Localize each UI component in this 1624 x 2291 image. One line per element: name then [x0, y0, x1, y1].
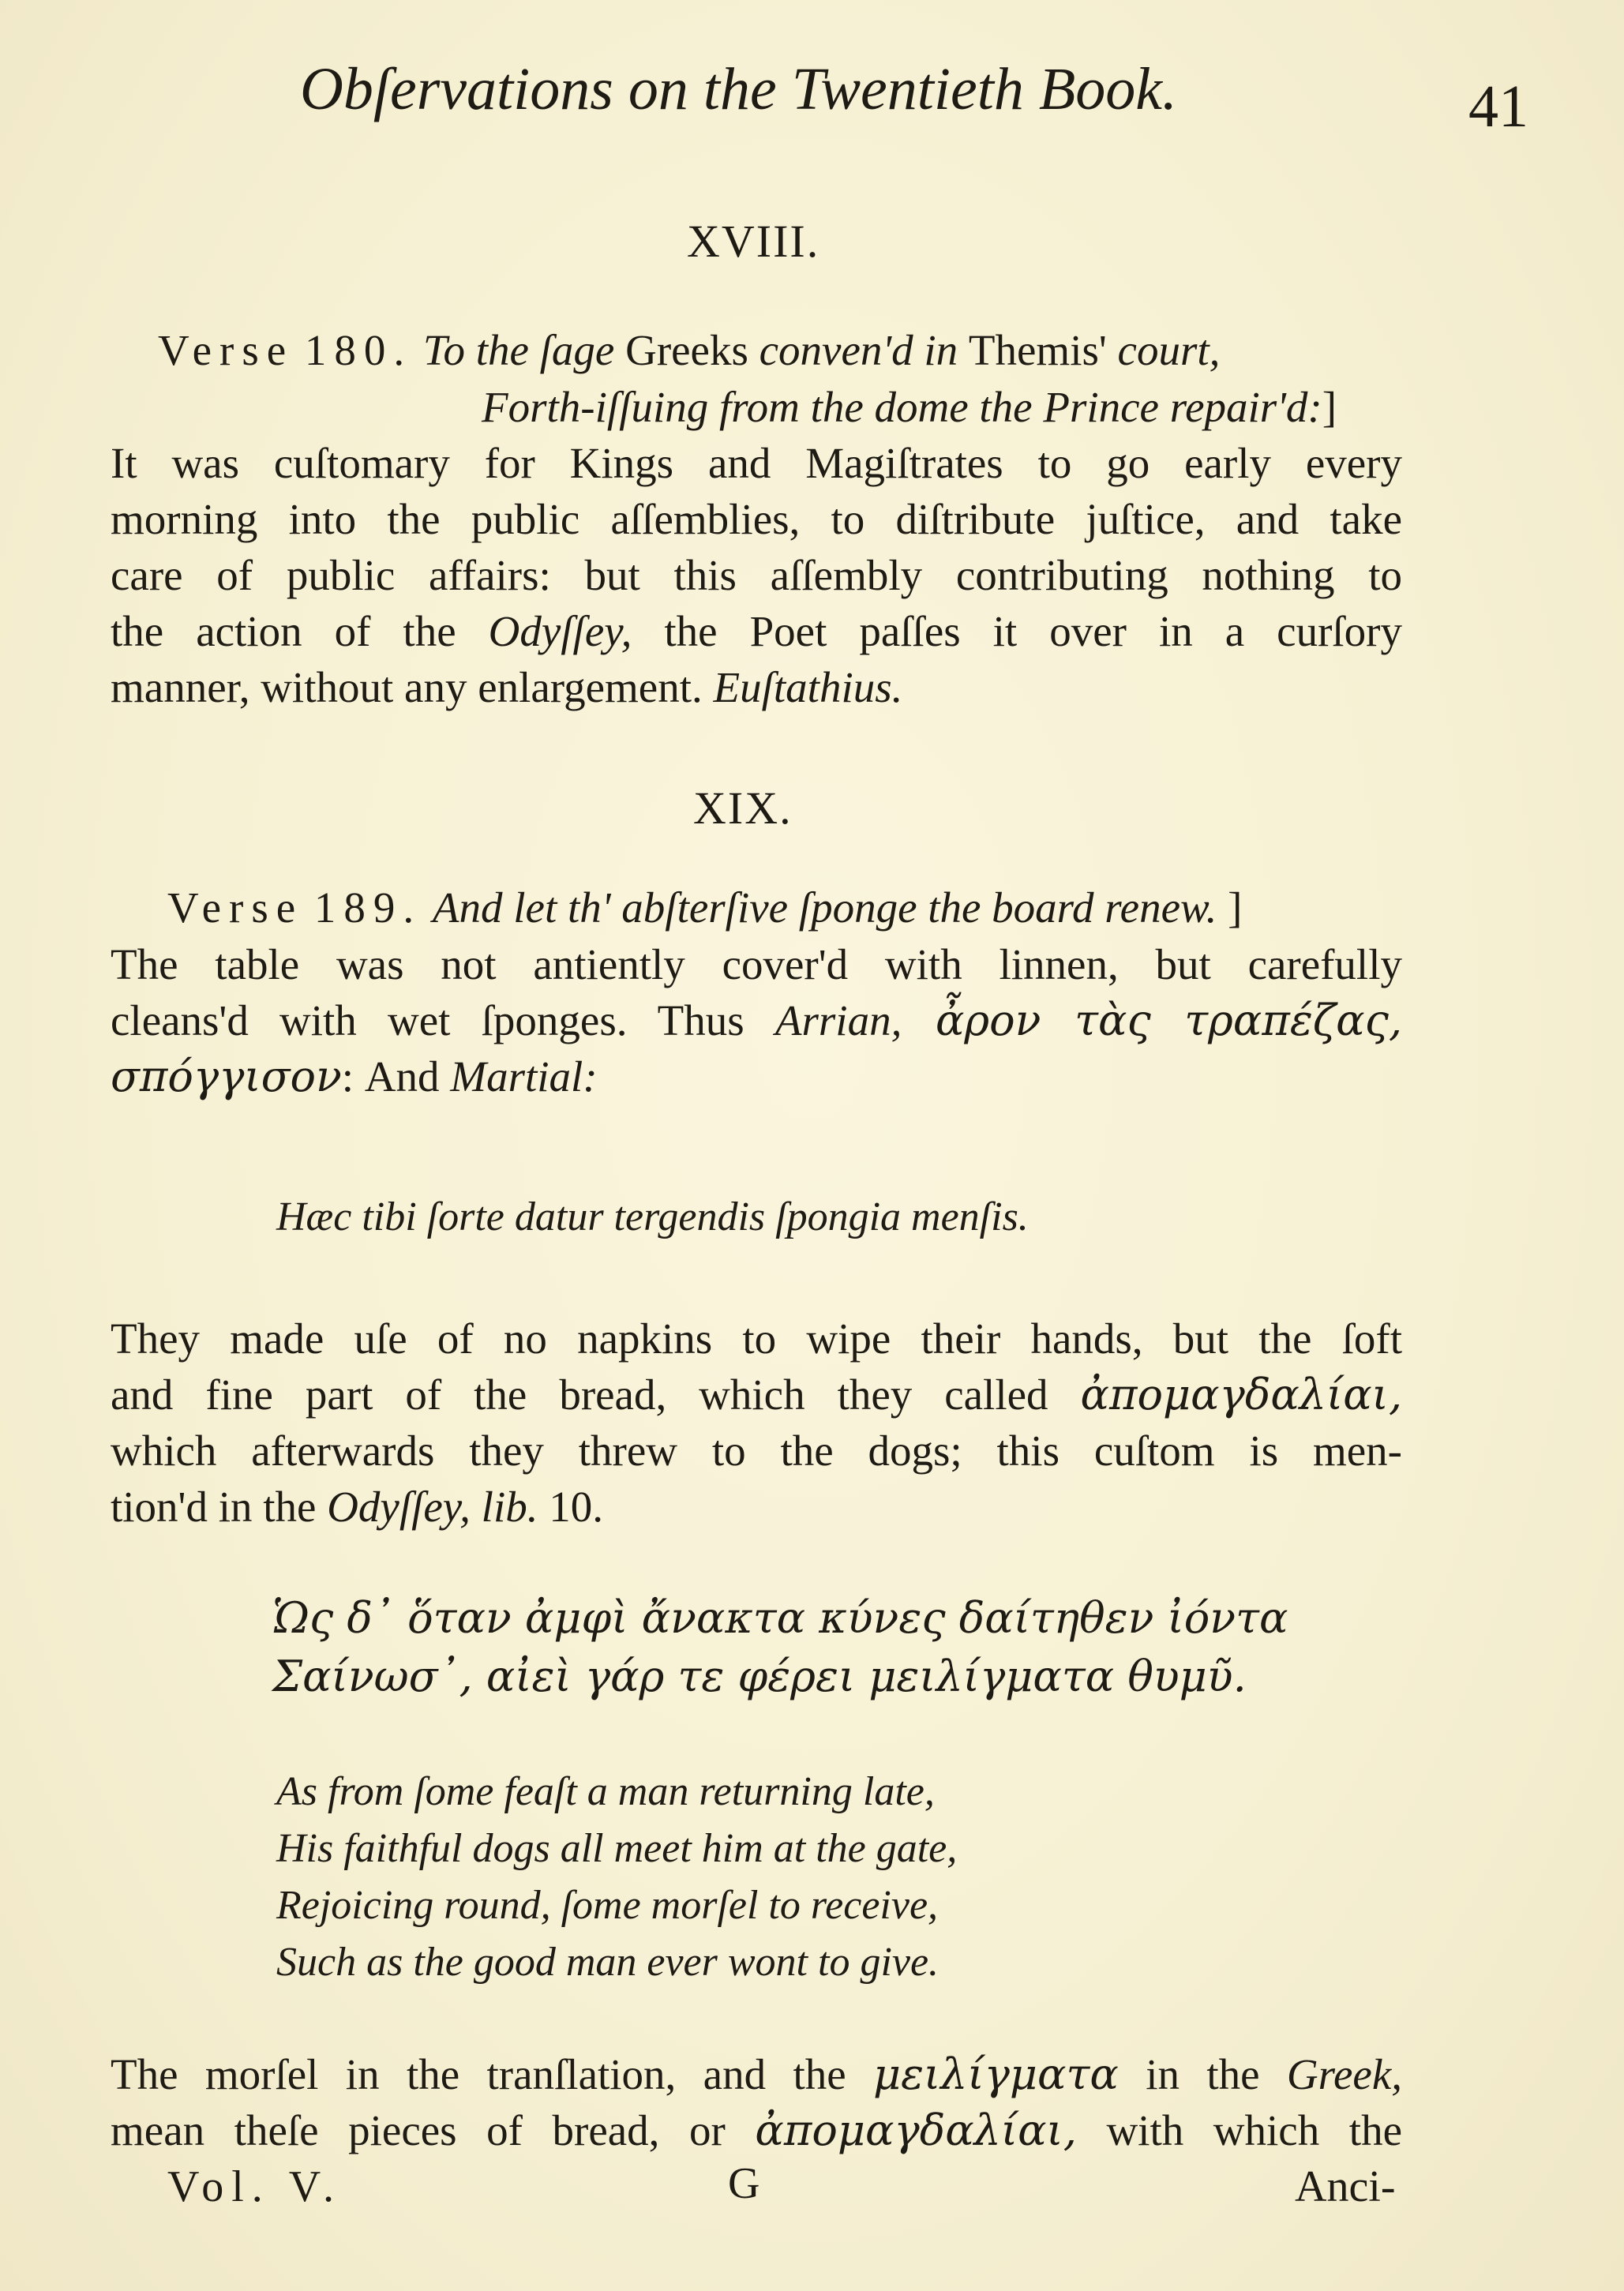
verse-quote-part: Greeks [625, 326, 748, 374]
author-citation: Martial: [450, 1052, 598, 1101]
english-verse-line: Rejoicing round, ſome morſel to receive, [276, 1883, 939, 1928]
paragraph-line [111, 2105, 1402, 2155]
verse-number: 180. [304, 326, 413, 374]
text-run: manner, without any enlargement. [111, 663, 714, 711]
verse-reference-189 [167, 883, 1242, 932]
english-verse-line: As from ſome feaſt a man returning late, [276, 1769, 935, 1814]
running-head: Obſervations on the Twentieth Book. [300, 56, 1177, 122]
paragraph-line [111, 2049, 1402, 2099]
author-citation: Euſtathius. [713, 663, 903, 711]
text-run: : And [341, 1052, 451, 1101]
verse-quote-part: conven'd in [748, 326, 969, 374]
page-number: 41 [1468, 73, 1528, 140]
closing-bracket: ] [1322, 383, 1337, 431]
text-run: tion'd in the [111, 1483, 328, 1531]
paragraph-line [111, 662, 902, 712]
verse-label: Verse [167, 883, 304, 932]
paragraph-line: morning into the public aſſemblies, to diſtribute juſtice, and take [111, 495, 1402, 543]
greek-phrase: σπόγγισον [111, 1052, 342, 1101]
language-name: Greek, [1286, 2050, 1402, 2098]
closing-bracket: ] [1228, 883, 1243, 932]
paragraph-line [111, 1052, 598, 1101]
verse-reference-180 [158, 325, 1220, 375]
verse-number: 189. [313, 883, 422, 932]
section-heading-xix: XIX. [693, 782, 793, 834]
verse-quote-part: To the ſage [422, 326, 626, 374]
text-run: cleans'd with wet ſponges. Thus [111, 996, 775, 1044]
paragraph-line: The table was not antiently cover'd with linnen, but carefully [111, 940, 1402, 988]
greek-phrase: ἀπομαγδαλίαι, [755, 2105, 1077, 2155]
text-run: mean theſe pieces of bread, or [111, 2106, 756, 2154]
catchword: Anci- [1295, 2162, 1396, 2211]
work-title: Odyſſey, lib. [327, 1483, 538, 1531]
greek-phrase: ἀπομαγδαλίαι, [1080, 1370, 1402, 1419]
paragraph-line: It was cuſtomary for Kings and Magiſtrates to go early every [111, 439, 1402, 487]
greek-phrase: μειλίγματα [873, 2049, 1119, 2099]
text-run: The morſel in the tranſlation, and the [111, 2050, 874, 2098]
verse-label: Verse [158, 326, 294, 374]
verse-quote-text: Forth-iſſuing from the dome the Prince repair'd: [482, 383, 1322, 431]
work-title: Odyſſey, [488, 607, 632, 655]
greek-verse-line: Σαίνωσ᾽, αἰεὶ γάρ τε φέρει μειλίγματα θυμῦ. [272, 1652, 1247, 1701]
english-verse-line: Such as the good man ever wont to give. [276, 1940, 940, 1985]
text-run: in the [1118, 2050, 1287, 2098]
text-run: the Poet paſſes it over in a curſory [632, 607, 1402, 655]
paragraph-line [111, 1370, 1402, 1419]
verse-quote-part: court, [1106, 326, 1221, 374]
verse-quote-line-2 [482, 382, 1337, 432]
paragraph-line [111, 1482, 603, 1532]
text-run: 10. [538, 1483, 603, 1531]
paragraph-line [111, 606, 1402, 656]
latin-quotation: Hæc tibi ſorte datur tergendis ſpongia menſis. [276, 1194, 1029, 1239]
section-heading-xviii: XVIII. [687, 216, 820, 267]
paragraph-line: care of public affairs: but this aſſembly contributing nothing to [111, 551, 1402, 599]
verse-quote-part: Themis' [968, 326, 1107, 374]
greek-verse-line: Ὡς δ᾽ ὅταν ἀμφὶ ἄνακτα κύνες δαίτηθεν ἰόντα [272, 1593, 1288, 1643]
paragraph-line: They made uſe of no napkins to wipe their hands, but the ſoft [111, 1314, 1402, 1363]
text-run: and fine part of the bread, which they called [111, 1370, 1081, 1419]
signature-mark: G [728, 2159, 760, 2208]
paragraph-line [111, 996, 1402, 1045]
text-run: with which the [1076, 2106, 1402, 2154]
english-verse-line: His faithful dogs all meet him at the gate, [276, 1826, 958, 1871]
paragraph-line: which afterwards they threw to the dogs; this cuſtom is men- [111, 1427, 1402, 1475]
greek-phrase: ἆρον τὰς τραπέζας, [902, 996, 1403, 1045]
text-run: the action of the [111, 607, 489, 655]
author-citation: Arrian, [774, 996, 902, 1044]
volume-mark: Vol. V. [167, 2162, 342, 2211]
verse-quote-text: And let th' abſterſive ſponge the board renew. [432, 883, 1217, 932]
